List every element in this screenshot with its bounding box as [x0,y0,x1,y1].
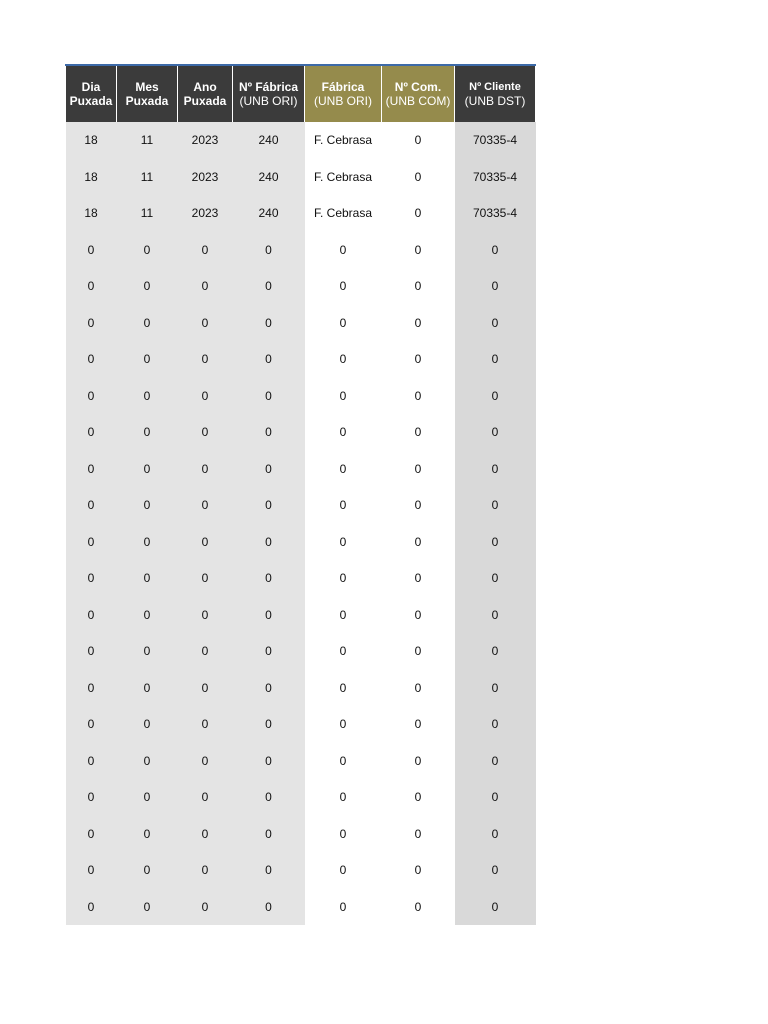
cell-ano[interactable]: 2023 [178,195,233,232]
header-line: (UNB ORI) [314,94,372,108]
cell-ano[interactable]: 2023 [178,122,233,159]
cell-numero-com[interactable]: 0 [382,633,455,670]
cell-fabrica[interactable]: 0 [305,305,382,342]
cell-numero-cliente[interactable]: 70335-4 [455,159,536,196]
cell-ano[interactable]: 0 [178,743,233,780]
cell-numero-cliente[interactable]: 0 [455,889,536,926]
cell-numero-fabrica[interactable]: 240 [233,159,305,196]
cell-mes[interactable]: 0 [117,414,178,451]
cell-dia[interactable]: 0 [66,633,117,670]
cell-numero-com[interactable]: 0 [382,451,455,488]
table-row [66,816,536,853]
cell-numero-cliente[interactable]: 0 [455,706,536,743]
cell-dia[interactable]: 0 [66,670,117,707]
header-line: Nº Fábrica [238,80,299,94]
cell-dia[interactable]: 0 [66,305,117,342]
header-line: Puxada [183,94,227,108]
cell-ano[interactable]: 0 [178,816,233,853]
header-line: (UNB ORI) [239,94,298,108]
cell-numero-fabrica[interactable]: 0 [233,852,305,889]
cell-mes[interactable]: 0 [117,232,178,269]
table-row [66,633,536,670]
cell-dia[interactable]: 0 [66,597,117,634]
cell-ano[interactable]: 0 [178,560,233,597]
cell-numero-fabrica[interactable]: 0 [233,743,305,780]
table-row [66,852,536,889]
cell-dia[interactable]: 0 [66,524,117,561]
cell-numero-fabrica[interactable]: 240 [233,122,305,159]
cell-numero-com[interactable]: 0 [382,852,455,889]
cell-ano[interactable]: 0 [178,341,233,378]
cell-numero-cliente[interactable]: 0 [455,487,536,524]
cell-numero-fabrica[interactable]: 0 [233,414,305,451]
cell-fabrica[interactable]: 0 [305,451,382,488]
cell-fabrica[interactable]: 0 [305,597,382,634]
cell-mes[interactable]: 0 [117,341,178,378]
cell-fabrica[interactable]: 0 [305,232,382,269]
spreadsheet-sheet [65,64,536,925]
cell-dia[interactable]: 0 [66,378,117,415]
header-line: Puxada [69,94,113,108]
cell-dia[interactable]: 0 [66,852,117,889]
cell-mes[interactable]: 0 [117,378,178,415]
cell-ano[interactable]: 0 [178,852,233,889]
header-numero-cliente[interactable] [455,65,536,122]
cell-ano[interactable]: 0 [178,414,233,451]
cell-numero-cliente[interactable]: 0 [455,341,536,378]
cell-numero-fabrica[interactable]: 0 [233,779,305,816]
header-line: Mes [135,80,159,94]
cell-mes[interactable]: 0 [117,816,178,853]
cell-ano[interactable]: 0 [178,706,233,743]
cell-mes[interactable]: 0 [117,889,178,926]
cell-dia[interactable]: 0 [66,487,117,524]
table-row [66,524,536,561]
header-line: Ano [193,80,217,94]
cell-numero-cliente[interactable]: 0 [455,560,536,597]
cell-numero-cliente[interactable]: 0 [455,852,536,889]
cell-ano[interactable]: 0 [178,597,233,634]
header-ano-puxada[interactable] [178,65,233,122]
header-line: Puxada [125,94,169,108]
cell-numero-cliente[interactable]: 0 [455,597,536,634]
cell-numero-com[interactable]: 0 [382,743,455,780]
cell-numero-fabrica[interactable]: 0 [233,305,305,342]
cell-numero-com[interactable]: 0 [382,487,455,524]
cell-fabrica[interactable]: 0 [305,816,382,853]
cell-numero-com[interactable]: 0 [382,597,455,634]
table-row [66,414,536,451]
cell-numero-com[interactable]: 0 [382,232,455,269]
cell-numero-com[interactable]: 0 [382,378,455,415]
cell-numero-fabrica[interactable]: 0 [233,633,305,670]
cell-mes[interactable]: 0 [117,487,178,524]
cell-dia[interactable]: 0 [66,232,117,269]
header-numero-fabrica[interactable] [233,65,305,122]
cell-numero-com[interactable]: 0 [382,524,455,561]
cell-mes[interactable]: 0 [117,305,178,342]
table-row [66,487,536,524]
table-row [66,889,536,926]
cell-numero-com[interactable]: 0 [382,159,455,196]
data-table [65,64,536,925]
cell-fabrica[interactable]: 0 [305,378,382,415]
cell-fabrica[interactable]: 0 [305,487,382,524]
cell-dia[interactable]: 0 [66,706,117,743]
cell-mes[interactable]: 11 [117,195,178,232]
cell-dia[interactable]: 0 [66,341,117,378]
header-row [66,65,536,122]
cell-numero-fabrica[interactable]: 240 [233,195,305,232]
cell-fabrica[interactable]: F. Cebrasa [305,159,382,196]
cell-ano[interactable]: 0 [178,524,233,561]
header-mes-puxada[interactable] [117,65,178,122]
table-row [66,268,536,305]
cell-dia[interactable]: 0 [66,560,117,597]
cell-numero-com[interactable]: 0 [382,779,455,816]
cell-ano[interactable]: 0 [178,633,233,670]
cell-numero-cliente[interactable]: 0 [455,524,536,561]
cell-numero-cliente[interactable]: 70335-4 [455,122,536,159]
cell-dia[interactable]: 0 [66,889,117,926]
cell-numero-fabrica[interactable]: 0 [233,816,305,853]
cell-numero-cliente[interactable]: 0 [455,816,536,853]
cell-ano[interactable]: 0 [178,779,233,816]
cell-mes[interactable]: 11 [117,122,178,159]
table-header [66,65,536,122]
cell-fabrica[interactable]: 0 [305,560,382,597]
header-numero-com[interactable] [382,65,455,122]
cell-mes[interactable]: 0 [117,597,178,634]
cell-ano[interactable]: 0 [178,451,233,488]
table-row [66,305,536,342]
cell-fabrica[interactable]: F. Cebrasa [305,122,382,159]
table-row [66,743,536,780]
cell-mes[interactable]: 0 [117,852,178,889]
header-fabrica[interactable] [305,65,382,122]
cell-numero-cliente[interactable]: 0 [455,633,536,670]
cell-fabrica[interactable]: 0 [305,268,382,305]
table-row [66,670,536,707]
header-dia-puxada[interactable] [66,65,117,122]
cell-dia[interactable]: 0 [66,779,117,816]
cell-fabrica[interactable]: 0 [305,852,382,889]
cell-mes[interactable]: 0 [117,560,178,597]
table-row [66,378,536,415]
table-row [66,779,536,816]
table-row [66,195,536,232]
header-line: (UNB COM) [385,94,451,108]
cell-numero-fabrica[interactable]: 0 [233,487,305,524]
cell-numero-cliente[interactable]: 0 [455,378,536,415]
cell-numero-fabrica[interactable]: 0 [233,597,305,634]
table-row [66,341,536,378]
cell-dia[interactable]: 18 [66,159,117,196]
cell-numero-fabrica[interactable]: 0 [233,524,305,561]
cell-numero-com[interactable]: 0 [382,889,455,926]
cell-dia[interactable]: 0 [66,451,117,488]
cell-numero-fabrica[interactable]: 0 [233,560,305,597]
cell-numero-com[interactable]: 0 [382,816,455,853]
cell-mes[interactable]: 0 [117,670,178,707]
cell-fabrica[interactable]: 0 [305,889,382,926]
header-line: Nº Cliente [469,81,521,93]
cell-numero-com[interactable]: 0 [382,414,455,451]
cell-fabrica[interactable]: 0 [305,633,382,670]
cell-numero-cliente[interactable]: 70335-4 [455,195,536,232]
cell-numero-com[interactable]: 0 [382,195,455,232]
table-row [66,122,536,159]
cell-fabrica[interactable]: 0 [305,706,382,743]
cell-numero-com[interactable]: 0 [382,341,455,378]
cell-mes[interactable]: 0 [117,524,178,561]
cell-fabrica[interactable]: F. Cebrasa [305,195,382,232]
cell-numero-com[interactable]: 0 [382,706,455,743]
table-row [66,451,536,488]
cell-dia[interactable]: 18 [66,122,117,159]
table-row [66,597,536,634]
cell-numero-cliente[interactable]: 0 [455,305,536,342]
cell-numero-fabrica[interactable]: 0 [233,889,305,926]
cell-fabrica[interactable]: 0 [305,743,382,780]
cell-mes[interactable]: 0 [117,743,178,780]
cell-dia[interactable]: 0 [66,268,117,305]
cell-numero-fabrica[interactable]: 0 [233,670,305,707]
cell-numero-cliente[interactable]: 0 [455,232,536,269]
cell-numero-com[interactable]: 0 [382,670,455,707]
cell-ano[interactable]: 0 [178,670,233,707]
cell-numero-com[interactable]: 0 [382,305,455,342]
header-line: Fábrica [321,80,365,94]
cell-numero-com[interactable]: 0 [382,268,455,305]
table-row [66,706,536,743]
cell-numero-cliente[interactable]: 0 [455,670,536,707]
cell-numero-fabrica[interactable]: 0 [233,232,305,269]
cell-numero-fabrica[interactable]: 0 [233,706,305,743]
cell-ano[interactable]: 0 [178,487,233,524]
table-row [66,560,536,597]
cell-ano[interactable]: 0 [178,889,233,926]
cell-numero-cliente[interactable]: 0 [455,414,536,451]
cell-numero-cliente[interactable]: 0 [455,451,536,488]
cell-numero-com[interactable]: 0 [382,122,455,159]
cell-ano[interactable]: 2023 [178,159,233,196]
cell-dia[interactable]: 0 [66,743,117,780]
header-line: Nº Com. [394,80,442,94]
cell-ano[interactable]: 0 [178,378,233,415]
table-row [66,159,536,196]
cell-ano[interactable]: 0 [178,232,233,269]
cell-dia[interactable]: 0 [66,414,117,451]
cell-fabrica[interactable]: 0 [305,670,382,707]
header-line: (UNB DST) [464,94,526,108]
cell-numero-fabrica[interactable]: 0 [233,268,305,305]
table-body [66,122,536,925]
cell-ano[interactable]: 0 [178,268,233,305]
cell-mes[interactable]: 11 [117,159,178,196]
header-line: Dia [81,80,101,94]
cell-dia[interactable]: 0 [66,816,117,853]
cell-numero-fabrica[interactable]: 0 [233,341,305,378]
cell-mes[interactable]: 0 [117,633,178,670]
cell-numero-com[interactable]: 0 [382,560,455,597]
cell-dia[interactable]: 18 [66,195,117,232]
cell-mes[interactable]: 0 [117,706,178,743]
table-row [66,232,536,269]
cell-fabrica[interactable]: 0 [305,524,382,561]
cell-numero-cliente[interactable]: 0 [455,779,536,816]
cell-mes[interactable]: 0 [117,451,178,488]
cell-mes[interactable]: 0 [117,779,178,816]
cell-fabrica[interactable]: 0 [305,341,382,378]
cell-numero-fabrica[interactable]: 0 [233,451,305,488]
cell-fabrica[interactable]: 0 [305,779,382,816]
cell-numero-cliente[interactable]: 0 [455,743,536,780]
cell-ano[interactable]: 0 [178,305,233,342]
cell-fabrica[interactable]: 0 [305,414,382,451]
cell-mes[interactable]: 0 [117,268,178,305]
cell-numero-fabrica[interactable]: 0 [233,378,305,415]
cell-numero-cliente[interactable]: 0 [455,268,536,305]
